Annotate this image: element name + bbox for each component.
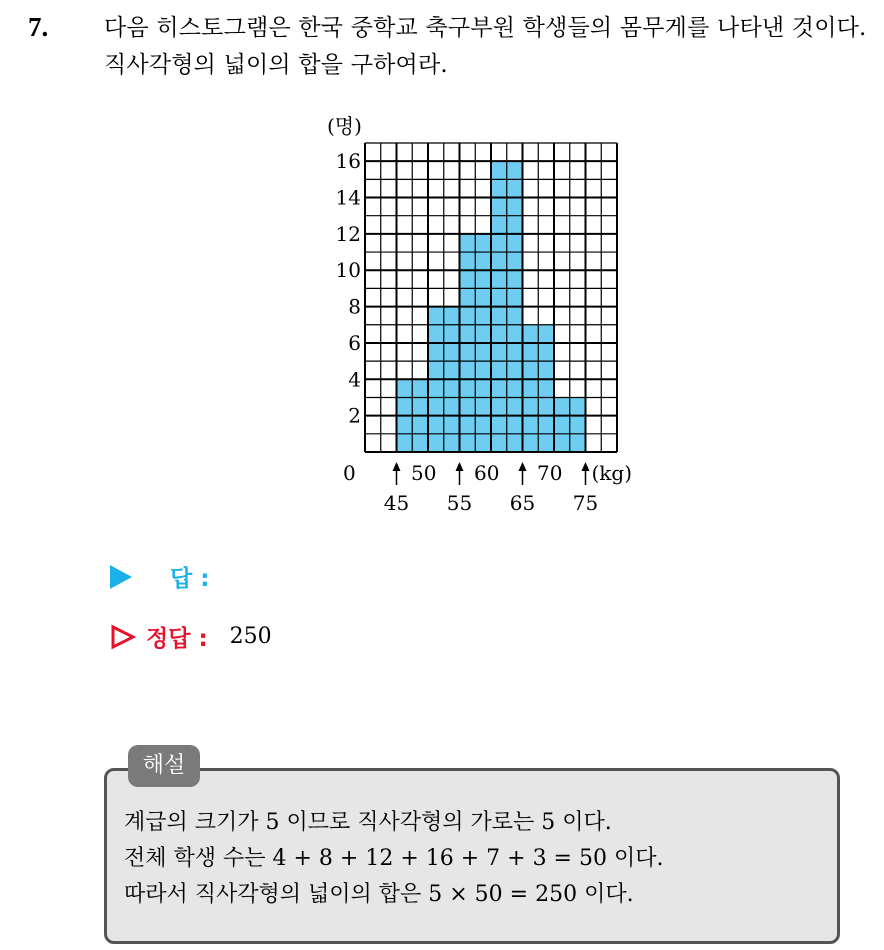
x-axis-unit: (kg) bbox=[591, 461, 633, 485]
y-tick-label: 6 bbox=[348, 330, 361, 355]
y-tick-label: 8 bbox=[348, 294, 361, 319]
x-tick-label: 70 bbox=[537, 461, 563, 485]
x-bin-label: 45 bbox=[383, 491, 410, 515]
user-answer-row bbox=[110, 560, 209, 593]
question-text: 다음 히스토그램은 한국 중학교 축구부원 학생들의 몸무게를 나타낸 것이다. 직사각형의 넓이의 합을 구하여라. bbox=[104, 15, 867, 78]
y-tick-label: 2 bbox=[348, 403, 361, 428]
correct-answer-label: 정답 : bbox=[146, 626, 208, 652]
explanation-line: 따라서 직사각형의 넓이의 합은 5 × 50 = 250 이다. bbox=[124, 882, 634, 907]
y-tick-label: 10 bbox=[335, 258, 361, 283]
arrow-head-icon bbox=[519, 462, 527, 471]
arrow-head-icon bbox=[456, 462, 464, 471]
y-tick-label: 12 bbox=[335, 221, 361, 246]
correct-answer-row bbox=[110, 620, 272, 653]
y-tick-label: 14 bbox=[335, 185, 361, 210]
histogram-chart bbox=[300, 110, 650, 515]
y-axis-unit: (명) bbox=[327, 114, 362, 138]
correct-answer-value: 250 bbox=[229, 624, 272, 649]
origin-label: 0 bbox=[343, 461, 356, 485]
explanation-text bbox=[124, 805, 663, 913]
x-tick-label: 60 bbox=[474, 461, 500, 485]
x-bin-label: 55 bbox=[446, 491, 473, 515]
outline-triangle-icon bbox=[110, 624, 136, 650]
arrow-head-icon bbox=[393, 462, 401, 471]
explanation-line: 계급의 크기가 5 이므로 직사각형의 가로는 5 이다. bbox=[124, 810, 612, 835]
x-tick-label: 50 bbox=[411, 461, 437, 485]
answer-label: 답 : bbox=[170, 566, 210, 592]
question-number: 7. bbox=[28, 12, 49, 42]
x-bin-label: 75 bbox=[572, 491, 599, 515]
y-tick-label: 4 bbox=[348, 367, 361, 392]
arrow-head-icon bbox=[582, 462, 590, 471]
play-triangle-icon bbox=[110, 565, 132, 589]
x-bin-label: 65 bbox=[509, 491, 536, 515]
y-tick-label: 16 bbox=[335, 149, 361, 174]
explanation-line: 전체 학생 수는 4 + 8 + 12 + 16 + 7 + 3 = 50 이다. bbox=[124, 846, 664, 871]
explanation-tab: 해설 bbox=[128, 745, 200, 787]
